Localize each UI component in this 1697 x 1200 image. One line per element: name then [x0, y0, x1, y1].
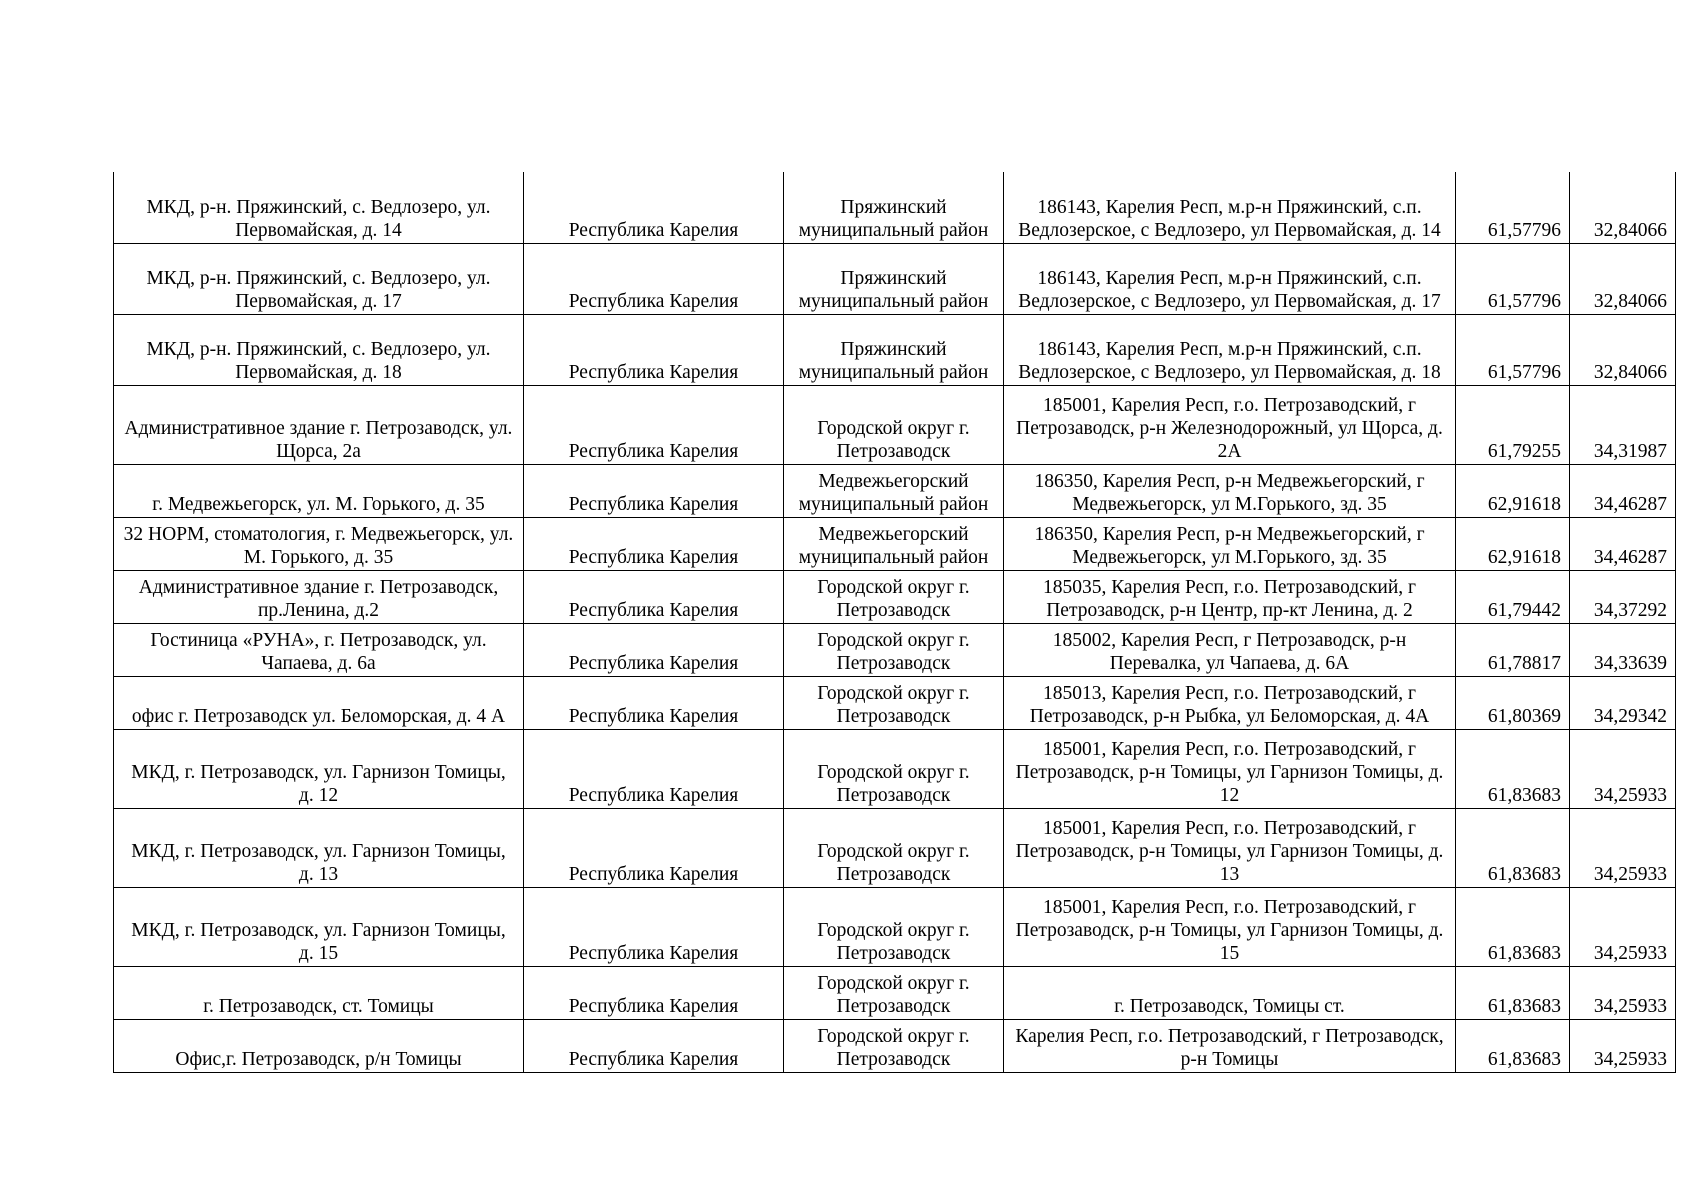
- region-cell: Республика Карелия: [524, 570, 784, 623]
- object-name-cell: МКД, г. Петрозаводск, ул. Гарнизон Томицы, д. 12: [114, 729, 524, 808]
- table-row: [114, 676, 1676, 729]
- table-row: [114, 729, 1676, 808]
- longitude-cell: 34,25933: [1570, 808, 1676, 887]
- region-cell: Республика Карелия: [524, 243, 784, 314]
- latitude-cell: 61,57796: [1456, 243, 1570, 314]
- region-cell: Республика Карелия: [524, 729, 784, 808]
- latitude-cell: 61,83683: [1456, 1019, 1570, 1072]
- object-name-cell: 32 НОРМ, стоматология, г. Медвежьегорск, ул. М. Горького, д. 35: [114, 517, 524, 570]
- region-cell: Республика Карелия: [524, 676, 784, 729]
- longitude-cell: 34,25933: [1570, 966, 1676, 1019]
- latitude-cell: 61,79255: [1456, 385, 1570, 464]
- region-cell: Республика Карелия: [524, 623, 784, 676]
- municipality-cell: Медвежьегорский муниципальный район: [784, 464, 1004, 517]
- region-cell: Республика Карелия: [524, 887, 784, 966]
- region-cell: Республика Карелия: [524, 385, 784, 464]
- latitude-cell: 61,78817: [1456, 623, 1570, 676]
- object-name-cell: Административное здание г. Петрозаводск, пр.Ленина, д.2: [114, 570, 524, 623]
- table-row: [114, 887, 1676, 966]
- municipality-cell: Городской округ г. Петрозаводск: [784, 1019, 1004, 1072]
- table-row: [114, 623, 1676, 676]
- table-row: [114, 385, 1676, 464]
- latitude-cell: 61,83683: [1456, 966, 1570, 1019]
- table-row: [114, 966, 1676, 1019]
- municipality-cell: Городской округ г. Петрозаводск: [784, 966, 1004, 1019]
- region-cell: Республика Карелия: [524, 1019, 784, 1072]
- municipality-cell: Городской округ г. Петрозаводск: [784, 729, 1004, 808]
- latitude-cell: 61,83683: [1456, 887, 1570, 966]
- latitude-cell: 61,79442: [1456, 570, 1570, 623]
- latitude-cell: 61,83683: [1456, 808, 1570, 887]
- table-row: [114, 243, 1676, 314]
- address-cell: г. Петрозаводск, Томицы ст.: [1004, 966, 1456, 1019]
- longitude-cell: 34,25933: [1570, 729, 1676, 808]
- region-cell: Республика Карелия: [524, 172, 784, 243]
- object-name-cell: г. Петрозаводск, ст. Томицы: [114, 966, 524, 1019]
- address-cell: 185001, Карелия Респ, г.о. Петрозаводский, г Петрозаводск, р-н Томицы, ул Гарнизон Томицы, д. 13: [1004, 808, 1456, 887]
- objects-table: [113, 172, 1676, 1073]
- longitude-cell: 34,37292: [1570, 570, 1676, 623]
- latitude-cell: 61,83683: [1456, 729, 1570, 808]
- municipality-cell: Медвежьегорский муниципальный район: [784, 517, 1004, 570]
- object-name-cell: офис г. Петрозаводск ул. Беломорская, д. 4 А: [114, 676, 524, 729]
- municipality-cell: Городской округ г. Петрозаводск: [784, 623, 1004, 676]
- object-name-cell: Административное здание г. Петрозаводск, ул. Щорса, 2а: [114, 385, 524, 464]
- address-cell: Карелия Респ, г.о. Петрозаводский, г Петрозаводск, р-н Томицы: [1004, 1019, 1456, 1072]
- object-name-cell: МКД, р-н. Пряжинский, с. Ведлозеро, ул. Первомайская, д. 17: [114, 243, 524, 314]
- table-row: [114, 808, 1676, 887]
- longitude-cell: 34,29342: [1570, 676, 1676, 729]
- municipality-cell: Пряжинский муниципальный район: [784, 243, 1004, 314]
- longitude-cell: 32,84066: [1570, 243, 1676, 314]
- table-row: [114, 464, 1676, 517]
- longitude-cell: 34,46287: [1570, 464, 1676, 517]
- object-name-cell: МКД, р-н. Пряжинский, с. Ведлозеро, ул. Первомайская, д. 18: [114, 314, 524, 385]
- object-name-cell: МКД, р-н. Пряжинский, с. Ведлозеро, ул. Первомайская, д. 14: [114, 172, 524, 243]
- address-cell: 185002, Карелия Респ, г Петрозаводск, р-н Перевалка, ул Чапаева, д. 6А: [1004, 623, 1456, 676]
- municipality-cell: Пряжинский муниципальный район: [784, 314, 1004, 385]
- table-row: [114, 1019, 1676, 1072]
- address-cell: 185001, Карелия Респ, г.о. Петрозаводский, г Петрозаводск, р-н Железнодорожный, ул Щорса, д. 2А: [1004, 385, 1456, 464]
- latitude-cell: 61,57796: [1456, 172, 1570, 243]
- object-name-cell: Гостиница «РУНА», г. Петрозаводск, ул. Чапаева, д. 6а: [114, 623, 524, 676]
- longitude-cell: 34,25933: [1570, 1019, 1676, 1072]
- object-name-cell: МКД, г. Петрозаводск, ул. Гарнизон Томицы, д. 13: [114, 808, 524, 887]
- table-row: [114, 314, 1676, 385]
- address-cell: 185001, Карелия Респ, г.о. Петрозаводский, г Петрозаводск, р-н Томицы, ул Гарнизон Томицы, д. 15: [1004, 887, 1456, 966]
- longitude-cell: 34,46287: [1570, 517, 1676, 570]
- address-cell: 186143, Карелия Респ, м.р-н Пряжинский, с.п. Ведлозерское, с Ведлозеро, ул Первомайская, д. 17: [1004, 243, 1456, 314]
- longitude-cell: 32,84066: [1570, 172, 1676, 243]
- object-name-cell: Офис,г. Петрозаводск, р/н Томицы: [114, 1019, 524, 1072]
- address-cell: 186143, Карелия Респ, м.р-н Пряжинский, с.п. Ведлозерское, с Ведлозеро, ул Первомайская, д. 18: [1004, 314, 1456, 385]
- longitude-cell: 34,33639: [1570, 623, 1676, 676]
- address-cell: 185001, Карелия Респ, г.о. Петрозаводский, г Петрозаводск, р-н Томицы, ул Гарнизон Томицы, д. 12: [1004, 729, 1456, 808]
- region-cell: Республика Карелия: [524, 517, 784, 570]
- address-cell: 185035, Карелия Респ, г.о. Петрозаводский, г Петрозаводск, р-н Центр, пр-кт Ленина, д. 2: [1004, 570, 1456, 623]
- longitude-cell: 32,84066: [1570, 314, 1676, 385]
- region-cell: Республика Карелия: [524, 314, 784, 385]
- municipality-cell: Городской округ г. Петрозаводск: [784, 676, 1004, 729]
- municipality-cell: Городской округ г. Петрозаводск: [784, 887, 1004, 966]
- latitude-cell: 62,91618: [1456, 517, 1570, 570]
- table-row: [114, 172, 1676, 243]
- address-cell: 185013, Карелия Респ, г.о. Петрозаводский, г Петрозаводск, р-н Рыбка, ул Беломорская, д. 4А: [1004, 676, 1456, 729]
- table-row: [114, 570, 1676, 623]
- region-cell: Республика Карелия: [524, 464, 784, 517]
- region-cell: Республика Карелия: [524, 966, 784, 1019]
- latitude-cell: 61,57796: [1456, 314, 1570, 385]
- longitude-cell: 34,31987: [1570, 385, 1676, 464]
- object-name-cell: МКД, г. Петрозаводск, ул. Гарнизон Томицы, д. 15: [114, 887, 524, 966]
- longitude-cell: 34,25933: [1570, 887, 1676, 966]
- municipality-cell: Городской округ г. Петрозаводск: [784, 570, 1004, 623]
- address-cell: 186350, Карелия Респ, р-н Медвежьегорский, г Медвежьегорск, ул М.Горького, зд. 35: [1004, 464, 1456, 517]
- municipality-cell: Городской округ г. Петрозаводск: [784, 808, 1004, 887]
- latitude-cell: 62,91618: [1456, 464, 1570, 517]
- region-cell: Республика Карелия: [524, 808, 784, 887]
- municipality-cell: Пряжинский муниципальный район: [784, 172, 1004, 243]
- object-name-cell: г. Медвежьегорск, ул. М. Горького, д. 35: [114, 464, 524, 517]
- table-row: [114, 517, 1676, 570]
- address-cell: 186143, Карелия Респ, м.р-н Пряжинский, с.п. Ведлозерское, с Ведлозеро, ул Первомайская, д. 14: [1004, 172, 1456, 243]
- latitude-cell: 61,80369: [1456, 676, 1570, 729]
- municipality-cell: Городской округ г. Петрозаводск: [784, 385, 1004, 464]
- address-cell: 186350, Карелия Респ, р-н Медвежьегорский, г Медвежьегорск, ул М.Горького, зд. 35: [1004, 517, 1456, 570]
